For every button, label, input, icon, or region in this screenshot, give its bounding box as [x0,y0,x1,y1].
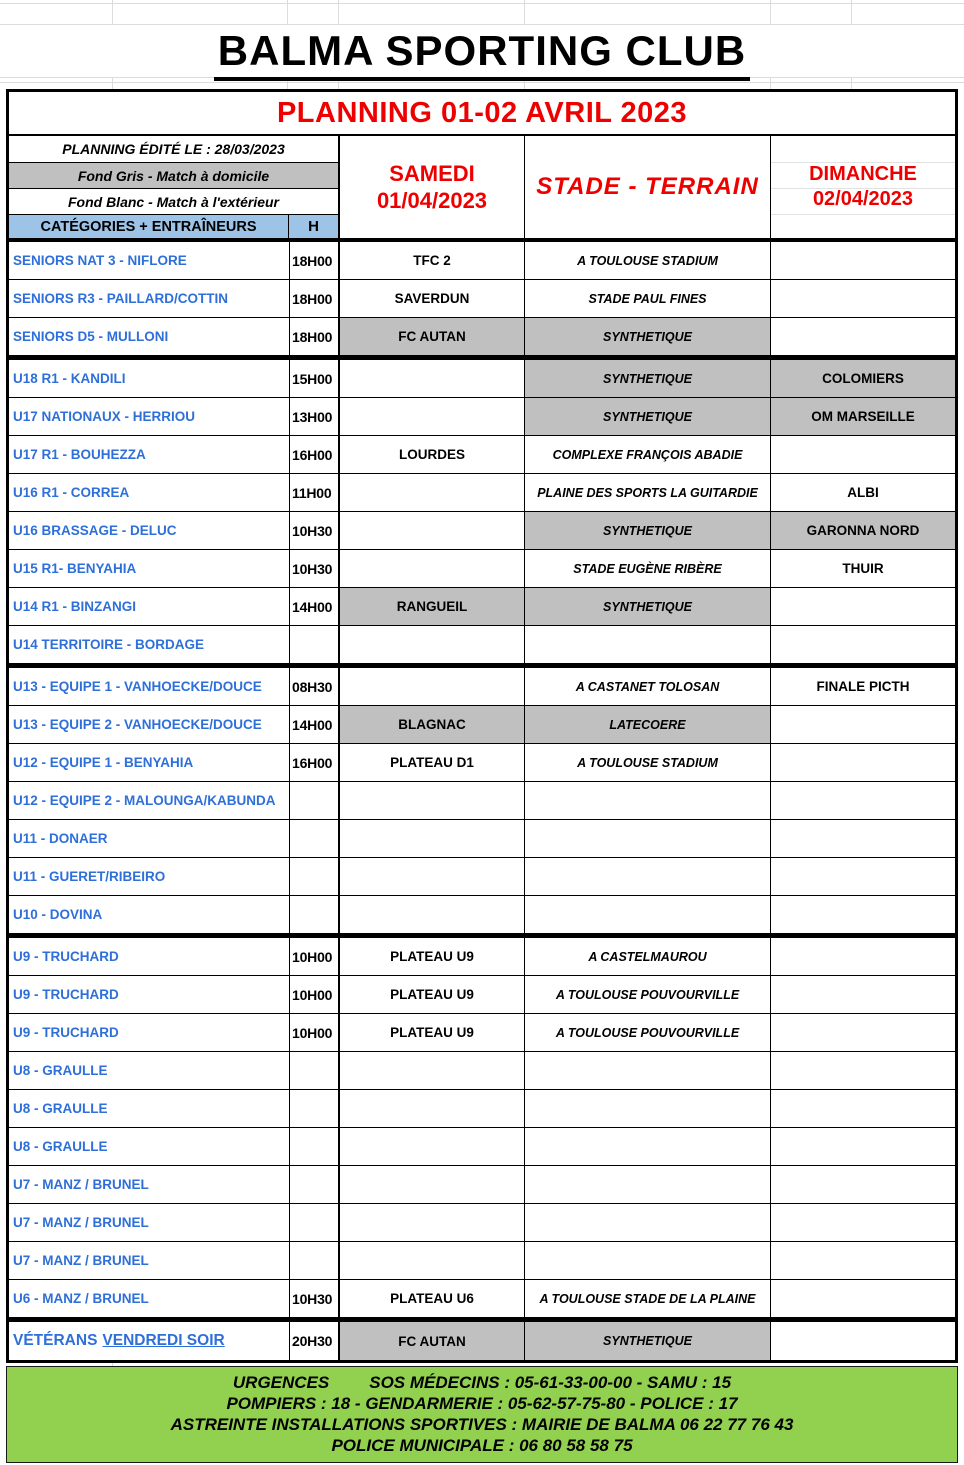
stade-cell: SYNTHETIQUE [525,318,771,355]
saturday-cell: PLATEAU U6 [340,1280,525,1317]
stade-cell [525,820,771,857]
hour-cell: 20H30 [290,1322,340,1360]
sunday-cell [771,1322,955,1360]
hour-cell: 08H30 [290,668,340,705]
category-cell: U7 - MANZ / BRUNEL [9,1242,290,1279]
grid-line [770,77,771,89]
hour-cell: 18H00 [290,242,340,279]
table-row [9,1166,955,1204]
sunday-label: DIMANCHE [809,163,917,185]
hour-cell: 11H00 [290,474,340,511]
legend-away-cell: Fond Blanc - Match à l'extérieur [9,189,338,215]
saturday-cell [340,1090,525,1127]
category-cell: SENIORS R3 - PAILLARD/COTTIN [9,280,290,317]
hour-cell [290,820,340,857]
saturday-cell: FC AUTAN [340,318,525,355]
stade-cell: A CASTELMAUROU [525,938,771,975]
table-row [9,1280,955,1318]
sunday-cell [771,820,955,857]
sunday-cell [771,626,955,663]
sunday-cell [771,436,955,473]
police-municipale-line: POLICE MUNICIPALE : 06 80 58 58 75 [331,1436,633,1455]
sunday-cell [771,1052,955,1089]
category-cell: U10 - DOVINA [9,896,290,933]
category-cell: U14 R1 - BINZANGI [9,588,290,625]
category-cell: U9 - TRUCHARD [9,976,290,1013]
sunday-cell [771,1166,955,1203]
stade-cell: COMPLEXE FRANÇOIS ABADIE [525,436,771,473]
saturday-cell: PLATEAU U9 [340,938,525,975]
table-row [9,550,955,588]
sunday-cell [771,782,955,819]
saturday-cell: LOURDES [340,436,525,473]
sunday-cell: THUIR [842,561,884,576]
table-row [9,318,955,356]
table-header [9,136,955,242]
stade-cell [525,1128,771,1165]
hour-cell [290,896,340,933]
sunday-cell [771,1204,955,1241]
saturday-cell [340,398,525,435]
edited-date-cell: PLANNING ÉDITÉ LE : 28/03/2023 [9,136,338,163]
sunday-cell: FINALE PICTH [816,679,910,694]
saturday-cell: PLATEAU U9 [340,976,525,1013]
stade-cell [525,1166,771,1203]
saturday-cell [340,1204,525,1241]
category-cell: SENIORS NAT 3 - NIFLORE [9,242,290,279]
hour-cell: 14H00 [290,706,340,743]
grid-line [112,0,113,24]
grid-line [112,77,113,89]
table-row [9,744,955,782]
saturday-cell [340,550,525,587]
emergency-info-panel [6,1366,958,1463]
hour-cell [290,1242,340,1279]
saturday-cell: RANGUEIL [340,588,525,625]
category-cell: U17 R1 - BOUHEZZA [9,436,290,473]
category-cell: U8 - GRAULLE [9,1128,290,1165]
saturday-cell [340,896,525,933]
stade-header-cell: STADE - TERRAIN [525,136,771,238]
saturday-cell [340,360,525,397]
stade-cell: A TOULOUSE POUVOURVILLE [525,976,771,1013]
sunday-cell [771,706,955,743]
stade-cell [525,1090,771,1127]
table-row [9,1322,955,1360]
hour-cell: 10H30 [290,550,340,587]
category-cell: U12 - EQUIPE 2 - MALOUNGA/KABUNDA [9,782,290,819]
hour-cell: 10H30 [290,512,340,549]
hour-cell: 18H00 [290,318,340,355]
category-cell: VÉTÉRANS VENDREDI SOIR [9,1322,290,1360]
hour-cell: 15H00 [290,360,340,397]
category-cell: U7 - MANZ / BRUNEL [9,1166,290,1203]
stade-cell: STADE EUGÈNE RIBÈRE [525,550,771,587]
table-row [9,588,955,626]
sunday-cell [771,318,955,355]
table-row [9,782,955,820]
saturday-cell [340,782,525,819]
table-row [9,512,955,550]
grid-line [338,0,339,24]
table-row [9,360,955,398]
saturday-cell [340,668,525,705]
stade-cell: STADE PAUL FINES [525,280,771,317]
sunday-cell: OM MARSEILLE [771,398,955,435]
table-row [9,626,955,664]
grid-line [851,77,852,89]
sunday-cell [771,588,955,625]
saturday-cell [340,820,525,857]
hour-cell [290,1090,340,1127]
sunday-cell [771,744,955,781]
category-cell: U6 - MANZ / BRUNEL [9,1280,290,1317]
sos-medecins-text: SOS MÉDECINS : 05-61-33-00-00 - SAMU : 15 [369,1373,732,1392]
header-left-block [9,136,340,238]
hour-cell: 10H30 [290,1280,340,1317]
category-cell: U11 - DONAER [9,820,290,857]
saturday-label: SAMEDI [389,161,475,186]
sunday-cell [771,938,955,975]
sunday-cell [771,858,955,895]
table-row [9,1128,955,1166]
category-cell: U9 - TRUCHARD [9,938,290,975]
category-cell: U16 BRASSAGE - DELUC [9,512,290,549]
table-row [9,280,955,318]
pompiers-line: POMPIERS : 18 - GENDARMERIE : 05-62-57-75-80 - POLICE : 17 [226,1394,738,1413]
stade-cell [525,626,771,663]
stade-cell [525,1204,771,1241]
stade-cell: SYNTHETIQUE [525,360,771,397]
grid-line [770,0,771,24]
hour-cell [290,1052,340,1089]
hour-cell: 10H00 [290,976,340,1013]
category-cell: U15 R1- BENYAHIA [9,550,290,587]
stade-cell: A TOULOUSE POUVOURVILLE [525,1014,771,1051]
sunday-cell: GARONNA NORD [771,512,955,549]
table-row [9,820,955,858]
hour-cell: 14H00 [290,588,340,625]
stade-cell [525,896,771,933]
table-row [9,858,955,896]
stade-cell: A TOULOUSE STADE DE LA PLAINE [525,1280,771,1317]
sunday-header-cell [771,136,955,238]
hour-cell: 16H00 [290,744,340,781]
sunday-cell [771,1128,955,1165]
grid-line [0,3,964,4]
stade-cell: A TOULOUSE STADIUM [525,744,771,781]
saturday-cell: BLAGNAC [340,706,525,743]
category-cell: SENIORS D5 - MULLONI [9,318,290,355]
saturday-cell [340,858,525,895]
categories-header-row [9,215,338,238]
legend-home-cell: Fond Gris - Match à domicile [9,163,338,189]
grid-line [524,0,525,24]
stade-cell: LATECOERE [525,706,771,743]
stade-cell: A TOULOUSE STADIUM [525,242,771,279]
stade-cell [525,782,771,819]
table-row [9,896,955,934]
grid-line [0,24,964,25]
saturday-cell [340,1166,525,1203]
sunday-cell [771,1242,955,1279]
saturday-header-cell [340,136,525,238]
hour-cell: 13H00 [290,398,340,435]
stade-cell: A CASTANET TOLOSAN [525,668,771,705]
saturday-cell: FC AUTAN [340,1322,525,1360]
sunday-cell [771,1090,955,1127]
table-row [9,1090,955,1128]
hour-cell: 18H00 [290,280,340,317]
table-row [9,474,955,512]
hour-cell: 10H00 [290,938,340,975]
grid-line [0,82,964,83]
saturday-cell [340,1052,525,1089]
category-cell: U8 - GRAULLE [9,1090,290,1127]
sunday-cell [771,1280,955,1317]
table-row [9,706,955,744]
saturday-cell [340,626,525,663]
hour-cell [290,1166,340,1203]
grid-line [287,0,288,24]
saturday-cell [340,474,525,511]
saturday-cell: TFC 2 [340,242,525,279]
hour-cell [290,782,340,819]
category-cell: U12 - EQUIPE 1 - BENYAHIA [9,744,290,781]
table-row [9,242,955,280]
stade-cell [525,858,771,895]
planning-rows [9,242,955,1360]
table-row [9,436,955,474]
saturday-cell: PLATEAU D1 [340,744,525,781]
category-underlined-text: VENDREDI SOIR [102,1332,225,1349]
sunday-cell: COLOMIERS [771,360,955,397]
stade-cell: SYNTHETIQUE [525,512,771,549]
club-name: BALMA SPORTING CLUB [214,27,750,81]
page-title [0,27,964,75]
saturday-date: 01/04/2023 [376,188,488,213]
table-row [9,398,955,436]
category-cell: U18 R1 - KANDILI [9,360,290,397]
saturday-cell [340,512,525,549]
planning-title: PLANNING 01-02 AVRIL 2023 [9,92,955,136]
hour-cell: 16H00 [290,436,340,473]
saturday-cell [340,1128,525,1165]
table-row [9,1242,955,1280]
table-row [9,938,955,976]
stade-cell: SYNTHETIQUE [525,398,771,435]
urgences-label: URGENCES [232,1373,330,1392]
category-cell: U7 - MANZ / BRUNEL [9,1204,290,1241]
stade-cell: SYNTHETIQUE [525,1322,771,1360]
category-cell: U14 TERRITOIRE - BORDAGE [9,626,290,663]
sunday-date: 02/04/2023 [812,188,914,210]
stade-cell: PLAINE DES SPORTS LA GUITARDIE [525,474,771,511]
grid-line [851,0,852,24]
sunday-cell [771,976,955,1013]
category-cell: U8 - GRAULLE [9,1052,290,1089]
hour-cell [290,1128,340,1165]
sunday-cell: ALBI [847,485,879,500]
stade-cell [525,1052,771,1089]
stade-cell: SYNTHETIQUE [525,588,771,625]
category-cell: U16 R1 - CORREA [9,474,290,511]
hour-cell [290,858,340,895]
saturday-cell [340,1242,525,1279]
sunday-cell [771,1014,955,1051]
hour-cell [290,626,340,663]
table-row [9,1014,955,1052]
saturday-cell: SAVERDUN [340,280,525,317]
hour-cell [290,1204,340,1241]
table-row [9,1204,955,1242]
saturday-cell: PLATEAU U9 [340,1014,525,1051]
planning-table [6,89,958,1363]
categories-header-cell: CATÉGORIES + ENTRAÎNEURS [40,218,257,235]
table-row [9,668,955,706]
table-row [9,976,955,1014]
category-cell: U13 - EQUIPE 1 - VANHOECKE/DOUCE [9,668,290,705]
category-cell: U9 - TRUCHARD [9,1014,290,1051]
stade-cell [525,1242,771,1279]
sunday-cell [771,896,955,933]
sunday-cell [771,242,955,279]
hour-cell: 10H00 [290,1014,340,1051]
category-cell: U13 - EQUIPE 2 - VANHOECKE/DOUCE [9,706,290,743]
urgences-line [7,1372,957,1393]
sunday-cell [771,280,955,317]
category-cell: U11 - GUERET/RIBEIRO [9,858,290,895]
hour-header-cell: H [288,215,338,238]
category-cell: U17 NATIONAUX - HERRIOU [9,398,290,435]
astreinte-line: ASTREINTE INSTALLATIONS SPORTIVES : MAIRIE DE BALMA 06 22 77 76 43 [170,1415,794,1434]
table-row [9,1052,955,1090]
